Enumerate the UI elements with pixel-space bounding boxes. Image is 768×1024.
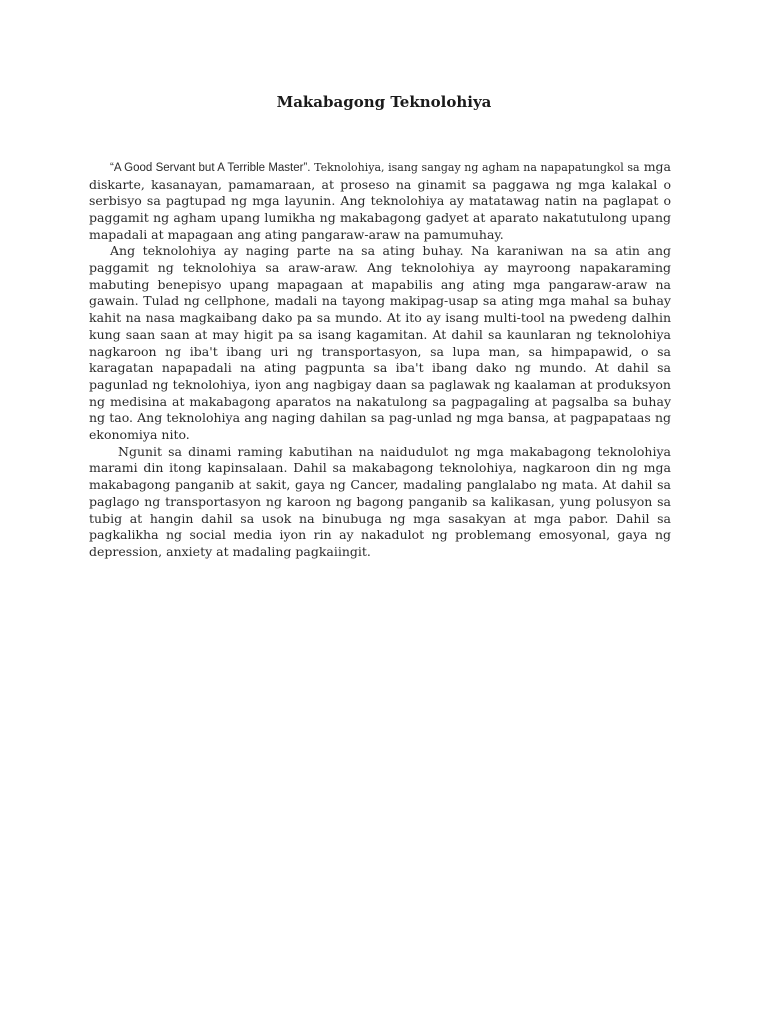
paragraph-1-rest: mga diskarte, kasanayan, pamamaraan, at proseso na ginamit sa paggawa ng mga kalakal o serbisyo sa pagtupad ng mga layunin. Ang teknolohiya ay matatawag natin na paglapat o paggamit ng agham upang lumikha ng makabagong gadyet at aparato nakatutulong upang mapadali at mapagaan ang ating pangaraw-araw na pamumuhay. [89, 159, 671, 242]
document-body [89, 159, 671, 561]
paragraph-3: Ngunit sa dinami raming kabutihan na naidudulot ng mga makabagong teknolohiya marami din itong kapinsalaan. Dahil sa makabagong teknolohiya, nagkaroon din ng mga makabagong panganib at sakit, gaya ng Cancer, madaling panglalabo ng mata. At dahil sa paglago ng transportasyon ng karoon ng bagong panganib sa kalikasan, yung polusyon sa tubig at hangin dahil sa usok na binubuga ng mga sasakyan at mga pabor. Dahil sa pagkalikha ng social media iyon rin ay nakadulot ng problemang emosyonal, gaya ng depression, anxiety at madaling pagkaiingit. [89, 443, 671, 559]
paragraph-2: Ang teknolohiya ay naging parte na sa ating buhay. Na karaniwan na sa atin ang paggamit ng teknolohiya sa araw-araw. Ang teknolohiya ay mayroong napakaraming mabuting benepisyo upang mapagaan at mapabilis ang ating mga pangaraw-araw na gawain. Tulad ng cellphone, madali na tayong makipag-usap sa ating mga mahal sa buhay kahit na nasa magkaibang dako pa sa mundo. At ito ay isang multi-tool na pwedeng dalhin kung saan saan at may higit pa sa isang kagamitan. At dahil sa kaunlaran ng teknolohiya nagkaroon ng iba't ibang uri ng transportasyon, sa lupa man, sa himpapawid, o sa karagatan napapadali na ating pagpunta sa iba't ibang dako ng mundo. At dahil sa pagunlad ng teknolohiya, iyon ang nagbigay daan sa paglawak ng kaalaman at produksyon ng medisina at makabagong aparatos na nakatulong sa pagpagaling at pagsalba sa buhay ng tao. Ang teknolohiya ang naging dahilan sa pag-unlad ng mga bansa, at pagpapataas ng ekonomiya nito. [89, 243, 671, 443]
paragraph-1-lead: Teknolohiya, isang sangay ng agham na napapatungkol sa [310, 161, 640, 174]
paragraph-1 [89, 159, 671, 243]
opening-quote: “A Good Servant but A Terrible Master”. [110, 162, 311, 174]
document-title: Makabagong Teknolohiya [276, 93, 492, 111]
